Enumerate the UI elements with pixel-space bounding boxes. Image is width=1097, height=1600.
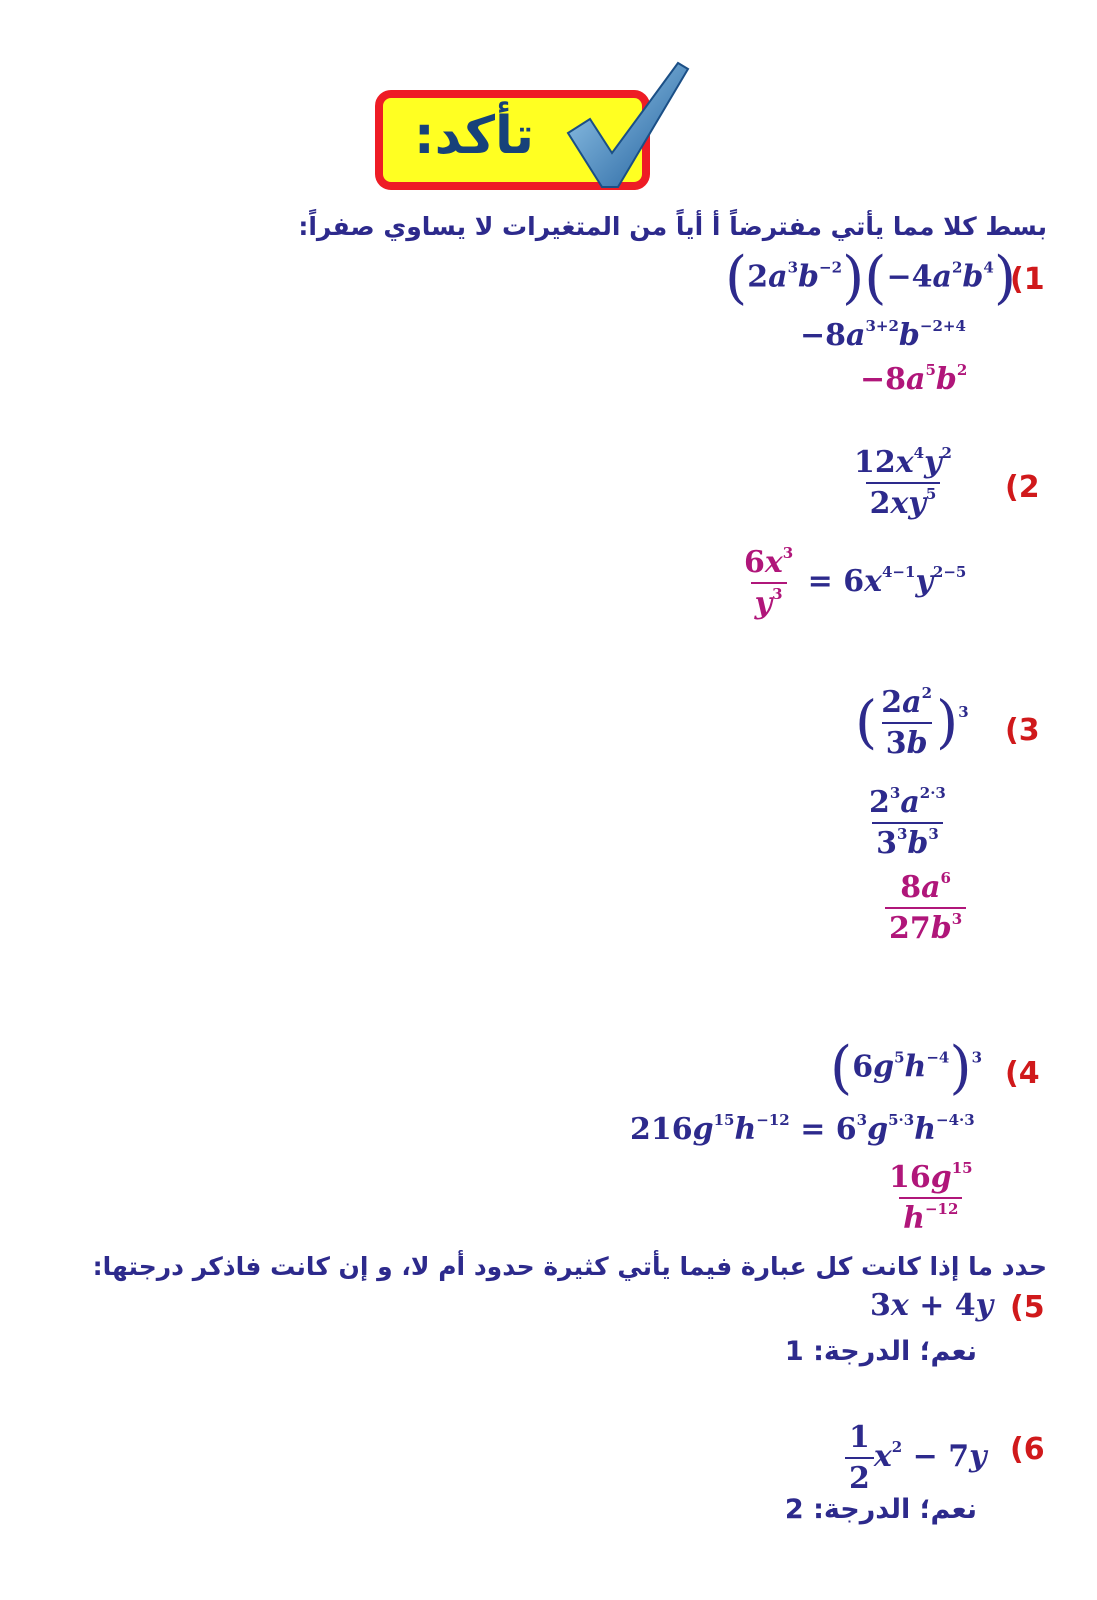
problem-6-answer: نعم؛ الدرجة: 2	[784, 1494, 977, 1525]
problem-1-answer: $-8a^5b^2$	[860, 360, 968, 397]
problem-4-expression: $(6g^5h^{-4})^3$	[830, 1035, 983, 1101]
problem-number-5: (5	[1010, 1290, 1045, 1325]
instruction-simplify: بسط كلا مما يأتي مفترضاً أ أياً من المتغيرات لا يساوي صفراً:	[298, 212, 1047, 241]
problem-1-expression: $(2a^3b^{-2})(-4a^2b^4)$	[725, 245, 1017, 311]
problem-number-6: (6	[1010, 1432, 1045, 1467]
problem-5-answer: نعم؛ الدرجة: 1	[784, 1336, 977, 1367]
problem-number-2: (2	[1005, 470, 1040, 505]
problem-3-expression: ( $\frac{2a^2}{3b}$ )$^3$	[855, 683, 969, 761]
problem-number-1: (1	[1010, 262, 1045, 297]
checkmark-icon	[560, 55, 695, 195]
problem-number-4: (4	[1005, 1056, 1040, 1091]
problem-4-answer: $\frac{16g^{15}}{h^{-12}}$	[889, 1158, 973, 1236]
problem-2-step: $\frac{6x^3}{y^3}$ = $6x^{4-1}y^{2-5}$	[744, 543, 967, 621]
problem-5-expression: 3x + 4y	[870, 1288, 994, 1323]
problem-number-3: (3	[1005, 713, 1040, 748]
badge-title: تأكد:	[413, 106, 534, 166]
problem-4-step: $216g^{15}h^{-12} = 6^3g^{5\cdot 3}h^{-4\cdot 3}$	[630, 1110, 975, 1147]
problem-2-expression: $\frac{12x^4y^2}{2xy^5}$	[854, 443, 952, 521]
problem-1-step: $-8a^{3+2}b^{-2+4}$	[800, 316, 966, 353]
problem-3-answer: $\frac{8a^6}{27b^3}$	[885, 870, 966, 946]
problem-3-step: $\frac{2^3a^{2\cdot 3}}{3^3b^3}$	[869, 783, 946, 861]
problem-6-expression: $\frac{1}{2}$ $x^2 - 7y$	[845, 1420, 987, 1496]
instruction-polynomial: حدد ما إذا كانت كل عبارة فيما يأتي كثيرة حدود أم لا، و إن كانت فاذكر درجتها:	[92, 1252, 1047, 1281]
